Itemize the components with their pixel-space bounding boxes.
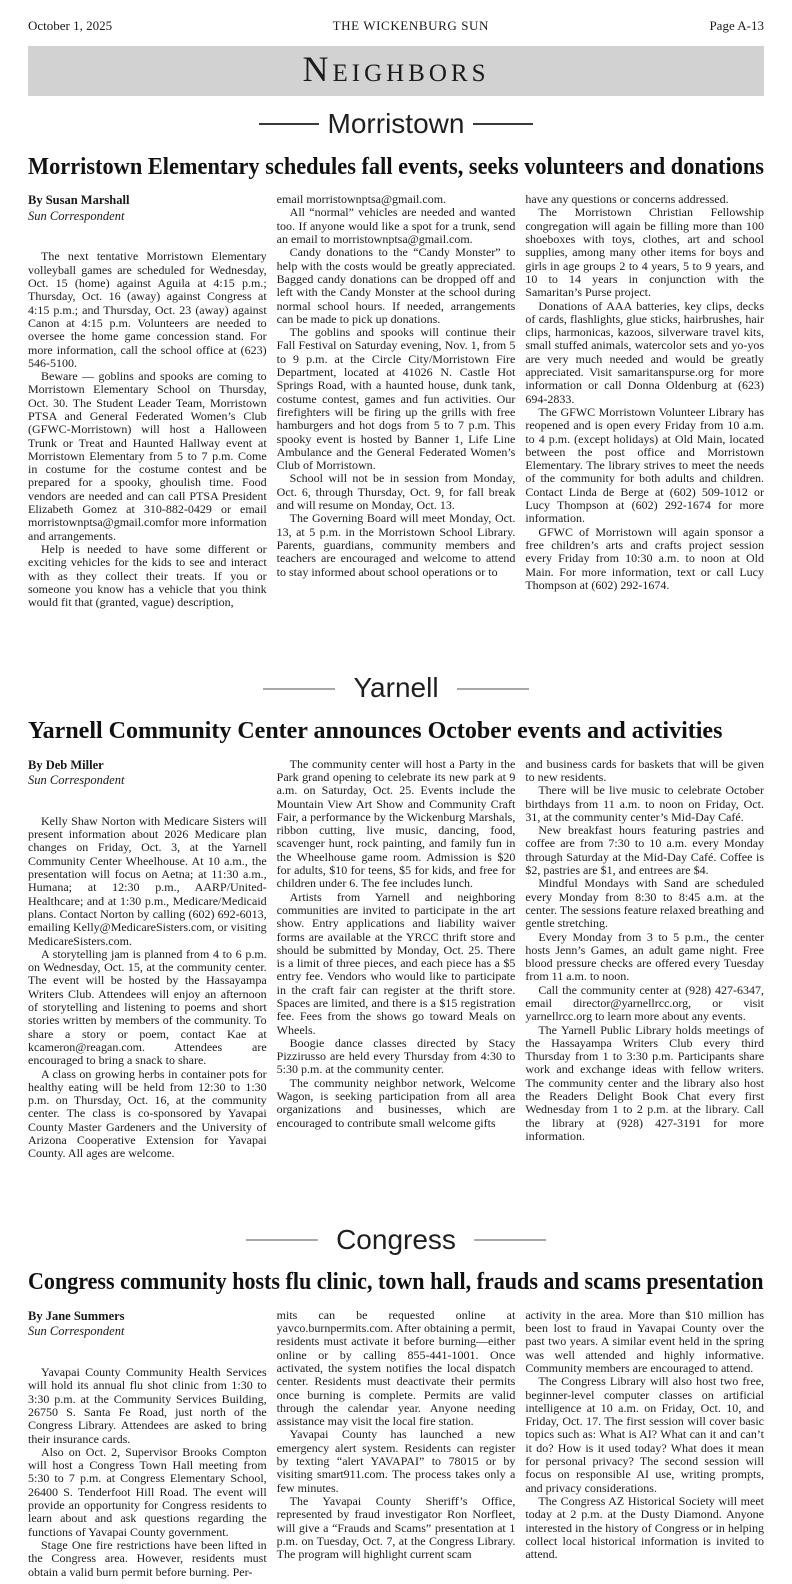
section-rule-left xyxy=(263,688,335,690)
article-headline: Congress community hosts flu clinic, town hall, frauds and scams presentation xyxy=(28,1269,764,1296)
article-yarnell xyxy=(0,673,792,1160)
body-paragraph: Yavapai County Community Health Services will hold its annual flu shot clinic from 1:30 to 3:30 p.m. at the Community Services Building, 26750 S. Santa Fe Road, just north of the Congress Library. Attendees are asked to bring their insurance cards. xyxy=(28,1365,267,1446)
body-paragraph: The Yavapai County Sheriff’s Office, represented by fraud investigator Ron Norfleet, will give a “Frauds and Scams” presentation at 1 p.m. on Tuesday, Oct. 7, at the Congress Library. The program will highlight current scam xyxy=(276,1493,516,1562)
article-column-2 xyxy=(277,758,516,1161)
article-headline: Morristown Elementary schedules fall events, seeks volunteers and donations xyxy=(28,153,764,180)
section-rule-right xyxy=(474,1239,546,1241)
section-rule-left xyxy=(259,123,319,125)
body-paragraph: Yavapai County has launched a new emergency alert system. Residents can register by texting “alert YAVAPAI” to 78015 or by visiting smart911.com. The process takes only a few minutes. xyxy=(276,1427,516,1495)
body-paragraph: Call the community center at (928) 427-6347, email director@yarnellrcc.org, or visit yarnellrcc.org to learn more about any events. xyxy=(525,982,765,1024)
body-paragraph: Every Monday from 3 to 5 p.m., the center hosts Jenn’s Games, an adult game night. Free blood pressure checks are offered every Tuesday from 11 a.m. to noon. xyxy=(525,929,765,984)
body-paragraph: A class on growing herbs in container pots for healthy eating will be held from 12:30 to 1:30 p.m. on Thursday, Oct. 16, at the community center. The class is co-sponsored by Yavapai County Master Gardeners and the University of Arizona Cooperative Extension for Yavapai County. All ages are welcome. xyxy=(28,1066,267,1161)
section-label-congress xyxy=(0,1225,792,1256)
article-column-2 xyxy=(277,193,516,609)
article-column-3 xyxy=(525,1309,764,1579)
body-paragraph: email morristownptsa@gmail.com. xyxy=(276,192,447,207)
article-column-1 xyxy=(28,193,267,609)
section-rule-left xyxy=(246,1239,318,1241)
headline-wrap xyxy=(28,718,764,744)
body-paragraph: Mindful Mondays with Sand are scheduled every Monday from 8:30 to 8:45 a.m. at the center. The sessions feature relaxed breathing and gentle stretching. xyxy=(525,876,765,931)
body-paragraph: The Morristown Christian Fellowship congregation will again be filling more than 100 shoeboxes with toys, clothes, art and school supplies, among many other items for boys and girls in age groups 2 to 4 years, 5 to 9 years, and 10 to 14 years in conjunction with the Samaritan’s Purse project. xyxy=(525,205,765,300)
section-label-text: Congress xyxy=(336,1223,456,1255)
section-label-yarnell xyxy=(0,673,792,704)
article-body xyxy=(28,758,764,1161)
body-paragraph: The goblins and spooks will continue their Fall Festival on Saturday evening, Nov. 1, from 5 to 9 p.m. at the Circle City/Morristown Fire Department, located at 41026 N. Castle Hot Springs Road, with a haunted house, dunk tank, costume contest, games and fun activities. Our firefighters will be firing up the grills with free hamburgers and hot dogs from 5 to 7 p.m. This spooky event is hosted by Banner 1, Life Line Ambulance and the General Federated Women’s Club of Morristown. xyxy=(276,325,516,473)
article-column-3 xyxy=(525,758,764,1161)
body-paragraph: School will not be in session from Monday, Oct. 6, through Thursday, Oct. 9, for fall break and will resume on Monday, Oct. 13. xyxy=(276,471,516,513)
article-congress xyxy=(0,1225,792,1579)
body-paragraph: The next tentative Morristown Elementary volleyball games are scheduled for Wednesday, Oct. 15 (home) against Aguila at 4:15 p.m.; Thursday, Oct. 16 (away) against Congress at 4:15 p.m.; and Thursday, Oct. 23 (away) against Canon at 4:15 p.m. Volunteers are needed to oversee the home game concession stand. For more information, call the school office at (623) 546-5100. xyxy=(28,249,267,370)
column-paragraphs xyxy=(28,1366,267,1579)
body-paragraph: Kelly Shaw Norton with Medicare Sisters will present information about 2026 Medicare plan changes on Friday, Oct. 3, at the Yarnell Community Center Wheelhouse. At 10 a.m., the presentation will focus on Aetna; at 11:30 a.m., Humana; at 12:30 p.m., AARP/United-Healthcare; and at 1:30 p.m., Medicare/Medicaid plans. Contact Norton by calling (602) 692-6013, emailing Kelly@MedicareSisters.com, or visiting MedicareSisters.com. xyxy=(28,813,267,948)
section-banner xyxy=(28,46,764,96)
body-paragraph: Candy donations to the “Candy Monster” to help with the costs would be greatly appreciated. Bagged candy donations can be dropped off and left with the Candy Monster at the school during normal school hours. If needed, arrangements can be made to pick up donations. xyxy=(276,245,516,326)
article-morristown xyxy=(0,109,792,609)
byline xyxy=(28,1309,267,1340)
byline-role: Sun Correspondent xyxy=(28,1324,125,1339)
body-paragraph: Artists from Yarnell and neighboring communities are invited to participate in the art show. Entry applications and liability waiver forms are available at the YRCC thrift store and should be submitted by Monday, Oct. 25. There is a limit of three pieces, and each piece has a $5 entry fee. Vendors who would like to participate in the craft fair can register at the thrift store. Spaces are limited, and there is a $15 registration fee. Fees from the shows go toward Meals on Wheels. xyxy=(276,889,516,1037)
page-number: Page A-13 xyxy=(709,18,764,33)
byline-role: Sun Correspondent xyxy=(28,208,125,223)
section-label-text: Morristown xyxy=(327,108,465,139)
article-column-3 xyxy=(525,193,764,609)
body-paragraph: The Governing Board will meet Monday, Oct. 13, at 5 p.m. in the Morristown School Library. Parents, guardians, community members and teachers are encouraged and welcome to attend to stay informed about school operations or to xyxy=(276,511,516,579)
article-headline: Yarnell Community Center announces October events and activities xyxy=(28,718,723,745)
section-rule-right xyxy=(457,688,529,690)
article-column-1 xyxy=(28,1309,267,1579)
body-paragraph: Help is needed to have some different or exciting vehicles for the kids to see and interact with as they collect their treats. If you or someone you know has a vehicle that you think would fit that (granted, vague) description, xyxy=(28,541,267,610)
body-paragraph: The community neighbor network, Welcome Wagon, is seeking participation from all area organizations and businesses, which are encouraged to contribute small welcome gifts xyxy=(276,1075,516,1130)
body-paragraph: There will be live music to celebrate October birthdays from 11 a.m. to noon on Friday, Oct. 31, at the community center’s Mid-Day Café. xyxy=(525,783,765,824)
byline xyxy=(28,193,267,224)
body-paragraph: All “normal” vehicles are needed and wanted too. If anyone would like a spot for a trunk, send an email to morristownptsa@gmail.com. xyxy=(276,205,516,247)
section-rule-right xyxy=(473,123,533,125)
body-paragraph: and business cards for baskets that will be given to new residents. xyxy=(525,756,765,784)
body-paragraph: mits can be requested online at yavco.burnpermits.com. After obtaining a permit, residents must activate it before burning—either online or by calling 855-441-1001. Once activated, the system notifies the local dispatch center. Residents must deactivate their permits once burning is complete. Permits are valid through the calendar year. Anyone needing assistance may visit the local fire station. xyxy=(276,1307,516,1429)
page-header xyxy=(0,0,792,34)
body-paragraph: A storytelling jam is planned from 4 to 6 p.m. on Wednesday, Oct. 15, at the community center. The event will be hosted by the Hassayampa Writers Club. Attendees will enjoy an afternoon of storytelling and listening to poems and short stories written by members of the community. To share a story or poem, contact Kae at kcameron@reagan.com. Attendees are encouraged to bring a snack to share. xyxy=(28,946,267,1068)
body-paragraph: Donations of AAA batteries, key clips, decks of cards, flashlights, glue sticks, hairbrushes, hair clips, harmonicas, kazoos, silverware travel kits, small stuffed animals, watercolor sets and yo-yos are very much needed and would be greatly appreciated. Visit samaritanspurse.org for more information or call Donna Oldenburg at (623) 694-2833. xyxy=(525,298,765,406)
body-paragraph: The Congress AZ Historical Society will meet today at 2 p.m. at the Dusty Diamond. Anyone interested in the history of Congress or in helping collect local historical information is invited to attend. xyxy=(525,1493,765,1562)
body-paragraph: Stage One fire restrictions have been lifted in the Congress area. However, residents must obtain a valid burn permit before burning. Per- xyxy=(28,1537,267,1579)
article-column-1 xyxy=(28,758,267,1161)
headline-wrap xyxy=(28,154,764,180)
body-paragraph: The Yarnell Public Library holds meetings of the Hassayampa Writers Club every third Thursday from 1 to 3:30 p.m. Participants share work and exchange ideas with fellow writers. The community center and the library also host the Readers Delight Book Chat every first Wednesday from 1 to 2 p.m. at the library. Call the library at (928) 427-3191 for more information. xyxy=(525,1022,765,1143)
headline-wrap xyxy=(28,1269,764,1295)
body-paragraph: New breakfast hours featuring pastries and coffee are from 7:30 to 10 a.m. every Monday through Saturday at the Mid-Day Café. Coffee is $2, pastries are $1, and entrees are $4. xyxy=(525,823,765,878)
body-paragraph: The Congress Library will also host two free, beginner-level computer classes on artificial intelligence at 10 a.m. on Friday, Oct. 10, and Friday, Oct. 17. The first session will cover basic topics such as: What is AI? What can it and can’t it do? How is it used today? What does it mean for personal privacy? The second session will focus on responsible AI use, writing prompts, and privacy considerations. xyxy=(525,1374,765,1495)
byline xyxy=(28,758,267,789)
body-paragraph: The community center will host a Party in the Park grand opening to celebrate its new park at 9 a.m. on Saturday, Oct. 25. Events include the Mountain View Art Show and Community Craft Fair, a performance by the Wickenburg Marshals, ribbon cutting, live music, dancing, food, scavenger hunt, rock painting, and family fun in the Wheelhouse game room. Admission is $20 for adults, $10 for teens, $5 for kids, and free for children under 6. The fee includes lunch. xyxy=(276,756,516,891)
body-paragraph: GFWC of Morristown will again sponsor a free children’s arts and crafts project session every Friday from 10:30 a.m. to noon at Old Main. For more information, text or call Lucy Thompson at (602) 292-1674. xyxy=(525,524,765,592)
article-body xyxy=(28,193,764,609)
byline-role: Sun Correspondent xyxy=(28,773,125,788)
body-paragraph: Beware — goblins and spooks are coming to Morristown Elementary School on Thursday, Oct. 30. The Student Leader Team, Morristown PTSA and General Federated Women’s Club (GFWC-Morristown) will host a Halloween Trunk or Treat and Haunted Hallway event at Morristown Elementary from 5 to 7 p.m. Come in costume for the costume contest and be prepared for a spooky, ghoulish time. Food vendors are needed and can call PTSA President Elizabeth Gomez at 310-882-0429 or email morristownptsa@gmail.comfor more information and arrangements. xyxy=(28,369,267,543)
byline-author: By Susan Marshall xyxy=(28,193,130,208)
body-paragraph: have any questions or concerns addressed. xyxy=(525,192,729,207)
column-paragraphs xyxy=(28,815,267,1161)
body-paragraph: Also on Oct. 2, Supervisor Brooks Compton will host a Congress Town Hall meeting from 5:30 to 7 p.m. at Congress Elementary School, 26400 S. Tenderfoot Hill Road. The event will provide an opportunity for Congress residents to learn about and ask questions regarding the functions of Yavapai County government. xyxy=(28,1444,267,1539)
column-paragraphs xyxy=(28,250,267,609)
page-header-date: October 1, 2025 xyxy=(28,18,113,33)
section-label-text: Yarnell xyxy=(353,672,439,704)
body-paragraph: activity in the area. More than $10 million has been lost to fraud in Yavapai County over the past two years. A similar event held in the spring was well attended and highly informative. Community members are encouraged to attend. xyxy=(525,1307,765,1375)
newspaper-title: THE WICKENBURG SUN xyxy=(332,18,490,33)
byline-author: By Jane Summers xyxy=(28,1308,125,1323)
article-body xyxy=(28,1309,764,1579)
body-paragraph: Boogie dance classes directed by Stacy Pizzirusso are held every Thursday from 4:30 to 5:30 p.m. at the community center. xyxy=(276,1035,516,1077)
section-label-morristown xyxy=(0,109,792,140)
body-paragraph: The GFWC Morristown Volunteer Library has reopened and is open every Friday from 10 a.m. to 4 p.m. (except holidays) at Old Main, located between the post office and Morristown Elementary. The library strives to meet the needs of the community for both adults and children. Contact Linda de Berge at (602) 509-1012 or Lucy Thompson at (602) 292-1674 for more information. xyxy=(525,404,765,526)
article-column-2 xyxy=(277,1309,516,1579)
section-banner-title: Neighbors xyxy=(302,49,490,89)
byline-author: By Deb Miller xyxy=(28,757,104,772)
